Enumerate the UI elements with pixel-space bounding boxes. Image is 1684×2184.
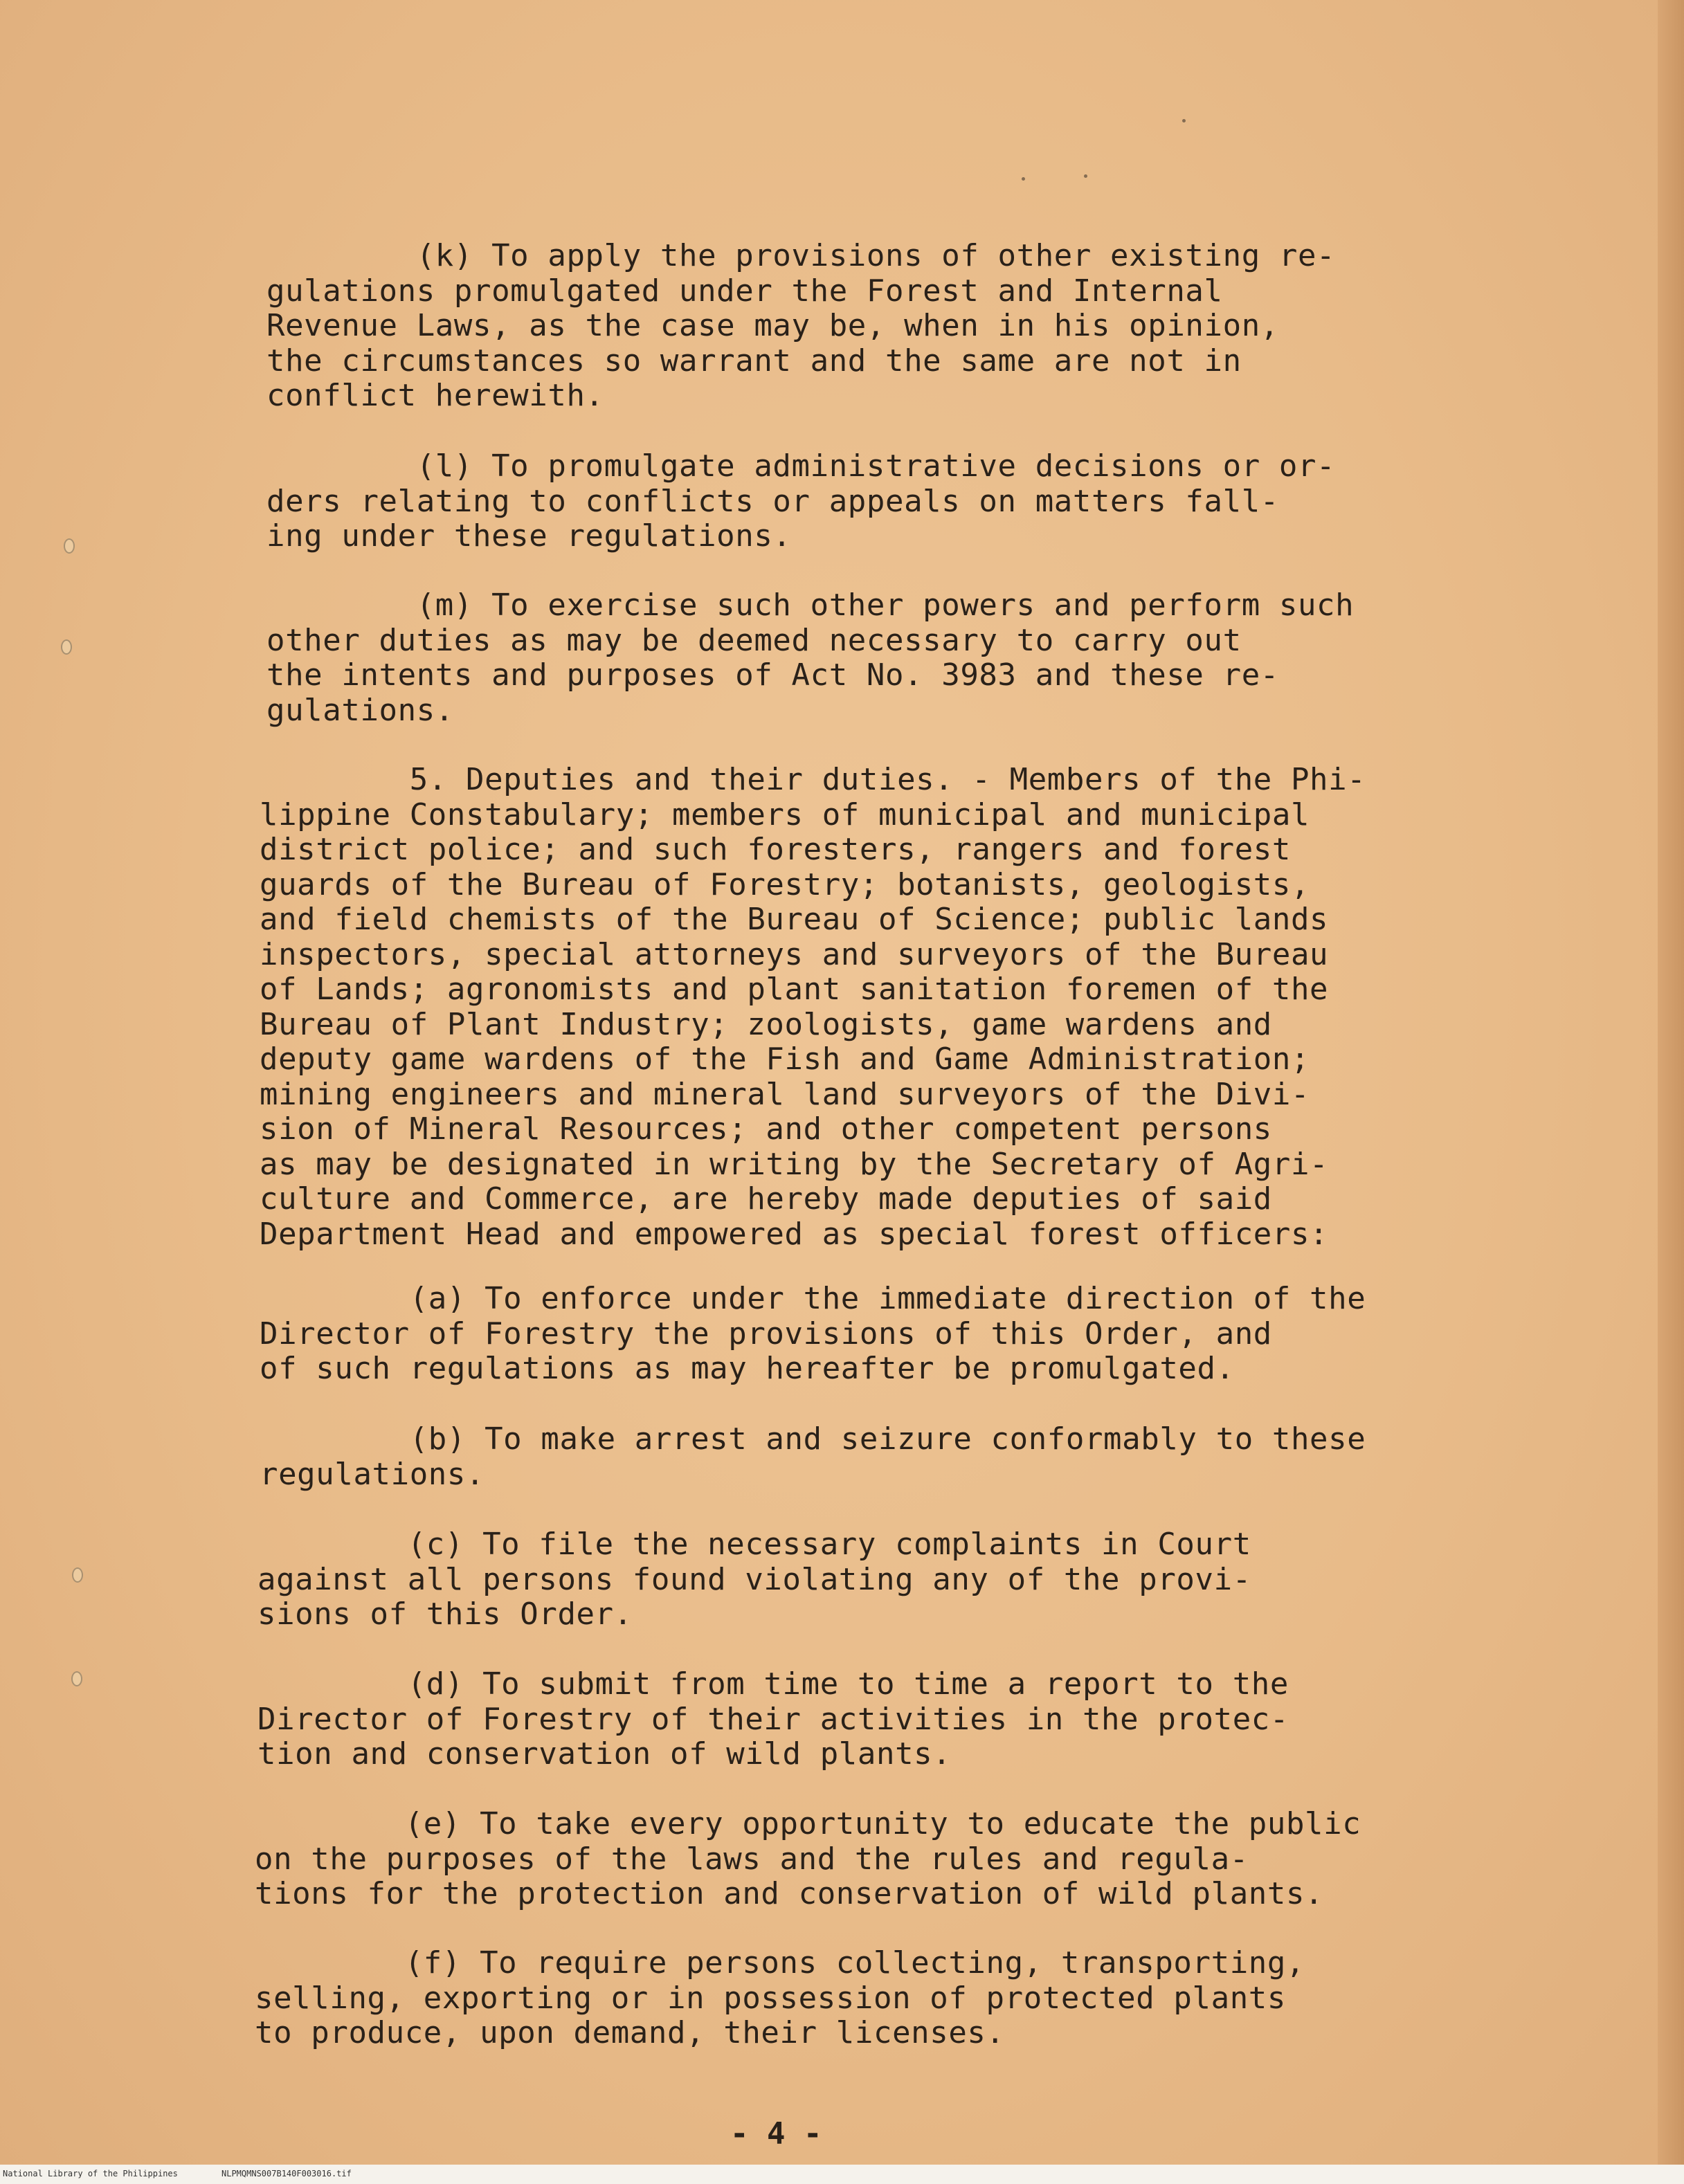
paragraph-d	[257, 1667, 1289, 1772]
paragraph-a	[260, 1282, 1366, 1387]
scan-source-label: National Library of the Philippines	[3, 2169, 178, 2178]
text-line: sion of Mineral Resources; and other competent persons	[260, 1111, 1272, 1147]
binding-hole	[72, 1567, 83, 1583]
text-line: of such regulations as may hereafter be promulgated.	[260, 1351, 1235, 1386]
text-line: gulations.	[266, 692, 454, 728]
text-line: gulations promulgated under the Forest and Internal	[266, 273, 1223, 309]
paragraph-f	[255, 1946, 1305, 2051]
paragraph-k	[266, 239, 1335, 414]
paragraph-e	[255, 1807, 1361, 1912]
paragraph-c	[257, 1527, 1251, 1632]
text-line: district police; and such foresters, rangers and forest	[260, 832, 1291, 867]
paper-speck	[1022, 177, 1025, 181]
text-line: other duties as may be deemed necessary to carry out	[266, 622, 1242, 658]
text-line: ing under these regulations.	[266, 518, 792, 554]
binding-hole	[71, 1671, 82, 1686]
text-line: (c) To file the necessary complaints in Court	[257, 1527, 1251, 1562]
page-edge	[1658, 0, 1684, 2184]
text-line: lippine Constabulary; members of municipal and municipal	[260, 797, 1310, 832]
paper-speck	[1182, 119, 1186, 122]
text-line: and field chemists of the Bureau of Science; public lands	[260, 902, 1329, 937]
text-line: Department Head and empowered as special forest officers:	[260, 1216, 1329, 1252]
text-line: sions of this Order.	[257, 1596, 633, 1632]
text-line: conflict herewith.	[266, 378, 604, 413]
scan-file-id: NLPMQMNS007B140F003016.tif	[221, 2169, 352, 2178]
text-line: against all persons found violating any of the provi-	[257, 1561, 1251, 1597]
paper-speck	[1084, 174, 1087, 178]
text-line: of Lands; agronomists and plant sanitation foremen of the	[260, 972, 1329, 1007]
text-line: regulations.	[260, 1456, 485, 1492]
paragraph-l	[266, 449, 1335, 554]
paragraph-b	[260, 1422, 1366, 1492]
text-line: deputy game wardens of the Fish and Game Administration;	[260, 1041, 1310, 1077]
text-line: culture and Commerce, are hereby made deputies of said	[260, 1181, 1272, 1217]
text-line: Director of Forestry the provisions of this Order, and	[260, 1316, 1272, 1352]
text-line: tions for the protection and conservation of wild plants.	[255, 1876, 1324, 1911]
text-line: (d) To submit from time to time a report to the	[257, 1666, 1289, 1702]
text-line: (m) To exercise such other powers and perform such	[266, 588, 1355, 623]
text-line: tion and conservation of wild plants.	[257, 1736, 952, 1772]
text-line: the circumstances so warrant and the same are not in	[266, 343, 1242, 379]
text-line: (f) To require persons collecting, transporting,	[255, 1945, 1305, 1981]
text-line: (l) To promulgate administrative decisions or or-	[266, 448, 1336, 484]
page-number: - 4 -	[730, 2116, 822, 2151]
text-line: (a) To enforce under the immediate direction of the	[260, 1281, 1366, 1316]
text-line: (b) To make arrest and seizure conformably to these	[260, 1421, 1366, 1457]
text-line: Director of Forestry of their activities in the protec-	[257, 1701, 1289, 1737]
text-line: as may be designated in writing by the Secretary of Agri-	[260, 1146, 1329, 1182]
text-line: mining engineers and mineral land surveyors of the Divi-	[260, 1076, 1310, 1112]
text-line: Revenue Laws, as the case may be, when in his opinion,	[266, 308, 1279, 343]
paragraph-m	[266, 588, 1354, 728]
text-line: 5. Deputies and their duties. - Members of the Phi-	[260, 762, 1366, 797]
text-line: ders relating to conflicts or appeals on matters fall-	[266, 483, 1279, 519]
text-line: (e) To take every opportunity to educate the public	[255, 1806, 1361, 1841]
binding-hole	[64, 538, 75, 554]
text-line: Bureau of Plant Industry; zoologists, game wardens and	[260, 1006, 1272, 1042]
paragraph-section-5	[260, 763, 1366, 1252]
text-line: on the purposes of the laws and the rules and regula-	[255, 1841, 1249, 1877]
text-line: inspectors, special attorneys and surveyors of the Bureau	[260, 936, 1329, 972]
text-line: the intents and purposes of Act No. 3983 and these re-	[266, 657, 1279, 693]
text-line: guards of the Bureau of Forestry; botanists, geologists,	[260, 866, 1310, 902]
text-line: (k) To apply the provisions of other existing re-	[266, 238, 1336, 273]
binding-hole	[61, 639, 72, 655]
text-line: to produce, upon demand, their licenses.	[255, 2015, 1005, 2050]
text-line: selling, exporting or in possession of protected plants	[255, 1980, 1286, 2016]
